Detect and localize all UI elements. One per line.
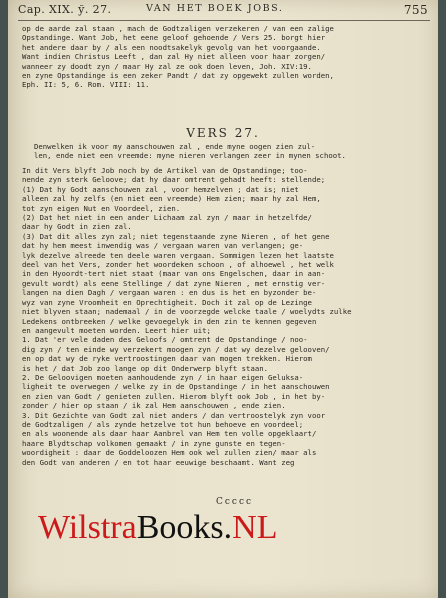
text-line: daar hy Godt in zien zal. xyxy=(22,222,132,232)
text-line: zonder / hier op staan / ik zal Hem aanschouwen , ende zien. xyxy=(22,401,286,411)
text-line: deel van het Vers, zonder het woordeken schoon , of alhoewel , het welk xyxy=(22,260,334,270)
text-line: alleen zal hy zelfs (en niet een vreemde) Hem zien; maar hy zal Hem, xyxy=(22,194,321,204)
text-line: wanneer zy doodt zyn / maar Hy zal ze ook doen leven, Joh. XIV:19. xyxy=(22,61,312,71)
text-line: is het / dat Job zoo lange op dit Onderwerp blyft staan. xyxy=(22,363,269,373)
text-line: gevult wordt) als eene Stellinge / dat zyne Nieren , met ernstig ver- xyxy=(22,278,326,288)
commentary-body xyxy=(22,166,426,467)
text-line: het andere daar by / als een noodtsakelyk gevolg van het voorgaande. xyxy=(22,42,321,52)
text-line: 2. De Geloovigen moeten aanhoudende zyn / in haar eigen Geluksa- xyxy=(22,372,304,382)
banner-part-black: Books. xyxy=(136,509,233,546)
text-line: en zien van Godt / genieten zullen. Hierom blyft ook Job , in het by- xyxy=(22,391,326,401)
text-line: woordigheit : daar de Goddeloozen Hem ook wel zullen zien/ maar als xyxy=(22,448,317,458)
text-line: lyk dezelve alreede ten deele waren vergaan. Sommigen lezen het laatste xyxy=(22,250,334,260)
header-rule xyxy=(18,20,430,21)
text-line: dat hy hem meest inwendig was / vergaan waren van verlangen; ge- xyxy=(22,241,304,251)
text-line: nende zyn sterk Geloove; dat hy daar omtrent gehadt heeft: stellende; xyxy=(22,175,326,185)
text-line: Eph. II: 5, 6. Rom. VIII: 11. xyxy=(22,80,150,90)
text-line: en op dat wy de ryke vertroostingen daar van mogen trekken. Hierom xyxy=(22,354,312,364)
verse-line: len, ende niet een vreemde: myne nieren verlangen zeer in mynen schoot. xyxy=(34,151,346,161)
text-line: Want indien Christus Leeft , dan zal Hy niet alleen voor haar zorgen/ xyxy=(22,52,326,62)
text-line: (1) Dat hy Godt aanschouwen zal , voor hemzelven ; dat is; niet xyxy=(22,184,299,194)
verse-line: Denwelken ik voor my aanschouwen zal , ende myne oogen zien zul- xyxy=(34,142,316,151)
watermark-banner xyxy=(38,508,426,548)
text-line: den Godt van anderen / en tot haar eeuwige beschaamt. Want zeg xyxy=(22,457,295,467)
text-line: In dit Vers blyft Job noch by de Artikel van de Opstandinge; too- xyxy=(22,166,308,175)
text-line: in den Hyoordt-tert niet staat (maar van ons Engelschen, daar in aan- xyxy=(22,269,326,279)
page-number: 755 xyxy=(403,3,428,17)
text-line: (3) Dat dit alles zyn zal; niet tegenstaande zyne Nieren , of het gene xyxy=(22,231,330,241)
top-paragraph xyxy=(22,24,426,90)
verse-heading: VERS 27. xyxy=(186,126,260,140)
text-line: en als woonende als daar haar Aanbrel van Hem ten volle opgeklaart/ xyxy=(22,429,317,439)
text-line: 3. Dit Gezichte van Godt zal niet anders / dan vertroostelyk zyn voor xyxy=(22,410,326,420)
text-line: Opstandinge. Want Job, het eene geloof gehoende / Vers 25. borgt hier xyxy=(22,33,326,43)
banner-part-red-tld: NL xyxy=(232,509,278,546)
text-line: 1. Dat 'er vele daden des Geloofs / omtrent de Opstandinge / noo- xyxy=(22,335,308,345)
running-title: VAN HET BOEK JOBS. xyxy=(146,3,284,14)
text-line: op de aarde zal staan , mach de Godtzaligen verzekeren / van een zalige xyxy=(22,24,334,33)
text-line: niet blyven staan; nademaal / in de voorzegde welcke taale / woelydts zulke xyxy=(22,307,352,317)
text-line: dig zyn / ten einde wy verzekert moogen zyn / dat wy dezelve gelooven/ xyxy=(22,344,330,354)
text-line: en zyne Opstandinge is een zeker Pandt / dat zy opgewekt zullen worden, xyxy=(22,71,334,81)
text-line: wyz van zyne Vroomheit en Oprechtigheit. Doch it zal op de Lezinge xyxy=(22,297,312,307)
running-header xyxy=(18,3,430,19)
text-line: Ledekens ontbreeken / welke gevoegelyk in den zin te kennen gegeven xyxy=(22,316,317,326)
banner-part-red: Wilstra xyxy=(38,509,137,546)
text-line: langen na dien Dagh / vergaan waren : en dus is het en byzonder be- xyxy=(22,288,317,298)
signature-mark: Ccccc xyxy=(216,497,254,507)
text-line: en aangevult moeten worden. Leert hier uit; xyxy=(22,325,211,335)
verse-text xyxy=(34,142,426,161)
text-line: (2) Dat het niet in een ander Lichaam zal zyn / maar in hetzelfde/ xyxy=(22,213,312,223)
text-line: ligheit te overwegen / welke zy in de Opstandinge / in het aanschouwen xyxy=(22,382,330,392)
text-line: haare Blydtschap volkomen gemaakt / in zyne gunste en tegen- xyxy=(22,438,286,448)
text-line: de Godtzaligen / als zynde hetzelve tot hun behoeve en voordeel; xyxy=(22,419,304,429)
text-line: tot zyn eigen Nut en Voordeel, zien. xyxy=(22,203,181,213)
chapter-reference: Cap. XIX. ў. 27. xyxy=(18,3,112,16)
